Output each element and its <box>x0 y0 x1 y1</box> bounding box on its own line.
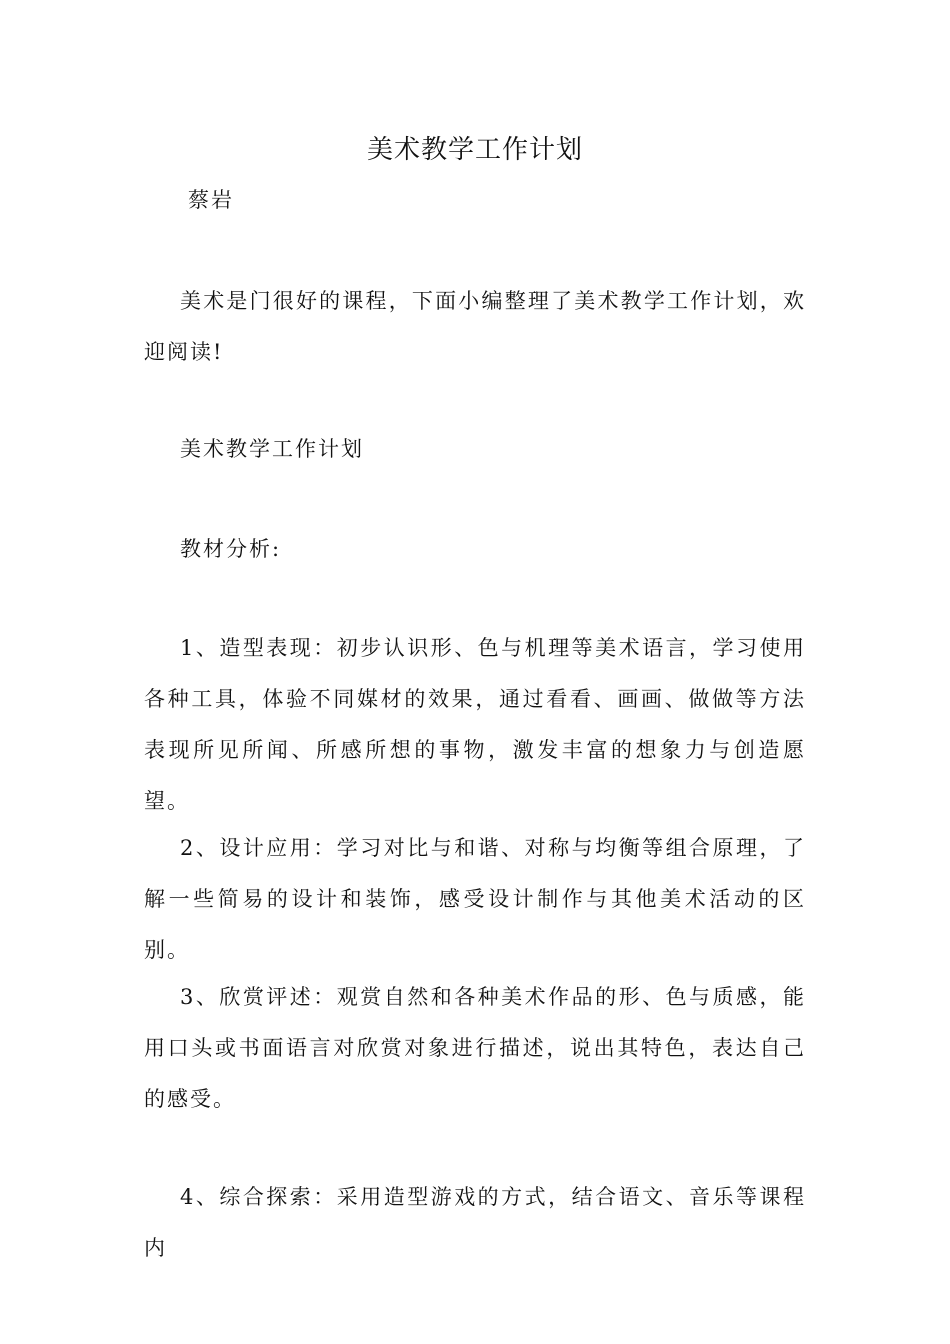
item-appreciation-review: 3、欣赏评述：观赏自然和各种美术作品的形、色与质感，能用口头或书面语言对欣赏对象进行描述，说出其特色，表达自己的感受。 <box>144 985 806 1111</box>
item-modeling-expression: 1、造型表现：初步认识形、色与机理等美术语言，学习使用各种工具，体验不同媒材的效果，通过看看、画画、做做等方法表现所见所闻、所感所想的事物，激发丰富的想象力与创造愿望。 <box>144 636 806 813</box>
section-heading: 美术教学工作计划 <box>180 437 364 461</box>
author-name: 蔡岩 <box>188 188 234 212</box>
document-title: 美术教学工作计划 <box>366 135 583 165</box>
intro-paragraph: 美术是门很好的课程，下面小编整理了美术教学工作计划，欢迎阅读! <box>144 289 806 364</box>
textbook-analysis-heading: 教材分析: <box>180 537 282 561</box>
item-comprehensive-exploration: 4、综合探索：采用造型游戏的方式，结合语文、音乐等课程内 <box>144 1185 806 1260</box>
item-design-application: 2、设计应用：学习对比与和谐、对称与均衡等组合原理，了解一些简易的设计和装饰，感受设计制作与其他美术活动的区别。 <box>144 836 806 962</box>
